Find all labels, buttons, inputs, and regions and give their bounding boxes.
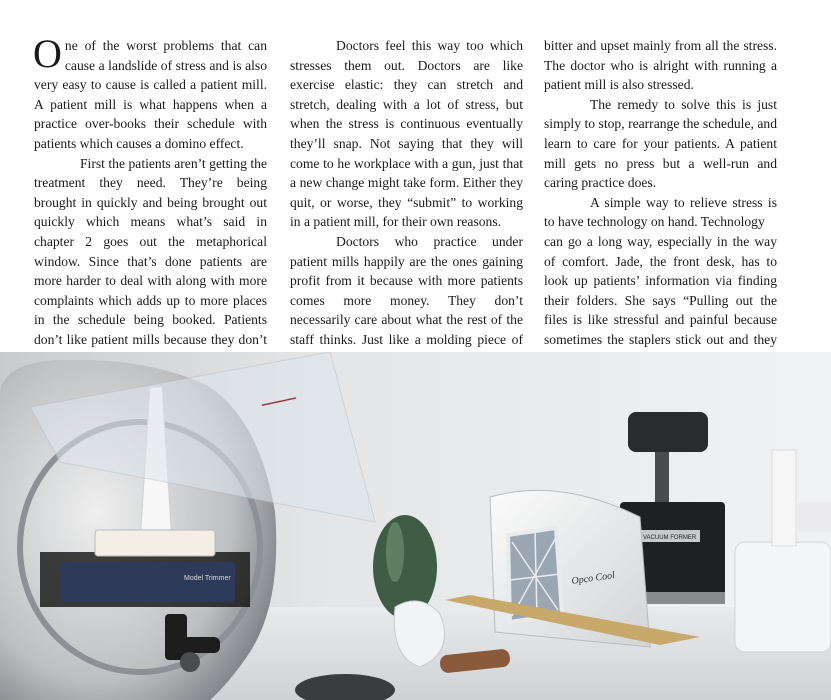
lab-equipment-photo	[0, 352, 831, 700]
paragraph-text: A simple way to relieve stress is to have technology on hand. Technology	[544, 194, 777, 230]
drop-cap: O	[33, 31, 62, 76]
paragraph: First the patients aren’t getting the treatment they need. They’re being brought in quickly and being brought out quickly which means what’s said in chapter 2 goes out the metaphorical window. Since that’s done patients are more harder to deal with along with more complaints which adds up to more places in the schedule being booked. Patients don’t like patient mills because they don’t	[34, 155, 267, 347]
article-column-3	[544, 36, 777, 389]
paragraph: The remedy to solve this is just simply to stop, rearrange the schedule, and learn to care for your patients. A patient mill gets no press but a well-run and caring practice does.	[544, 96, 777, 191]
oven-logo: Opco Cool	[570, 570, 616, 587]
paragraph-text: can go a long way, especially in the way of comfort. Jade, the front desk, has to look up patients’ information via finding their folders. She says “Pulling out the files is like stressful and painful because sometimes the staplers stick out and they	[544, 233, 777, 347]
article-column-2	[290, 36, 523, 389]
paragraph: Doctors who practice under patient mills happily are the ones gaining profit from it because with more patients comes more money. They don’t necessarily care about what the rest of the staff thinks. Just like a molding piece of	[290, 233, 523, 347]
paragraph: bitter and upset mainly from all the stress. The doctor who is alright with running a patient mill is also stressed.	[544, 38, 777, 93]
trimmer-warning-label: ▬▬▬▬▬▬▬	[261, 394, 297, 408]
model-trimmer-label: Model Trimmer	[184, 575, 231, 582]
paragraph-intro	[33, 31, 267, 154]
vacuum-former-label: VACUUM FORMER	[643, 535, 697, 541]
green-jar-highlight	[386, 522, 404, 582]
article-column-1	[33, 31, 267, 389]
article-body	[33, 31, 804, 347]
paragraph-intro-text: ne of the worst problems that can cause a landslide of stress and is also very easy to cause is called a patient mill. A patient mill is what happens when a practice over-books their schedule with patients which causes a domino effect.	[34, 38, 267, 151]
paragraph: Doctors feel this way too which stresses them out. Doctors are like exercise elastic: they can stretch and stretch, dealing with a lot of stress, but when the stress is continuous eventually they’ll snap. Not saying that they will come to he workplace with a gun, just that a new change might take form. Either they quit, or worse, they “submit” to working in a patient mill, for their own reasons.	[290, 38, 523, 230]
